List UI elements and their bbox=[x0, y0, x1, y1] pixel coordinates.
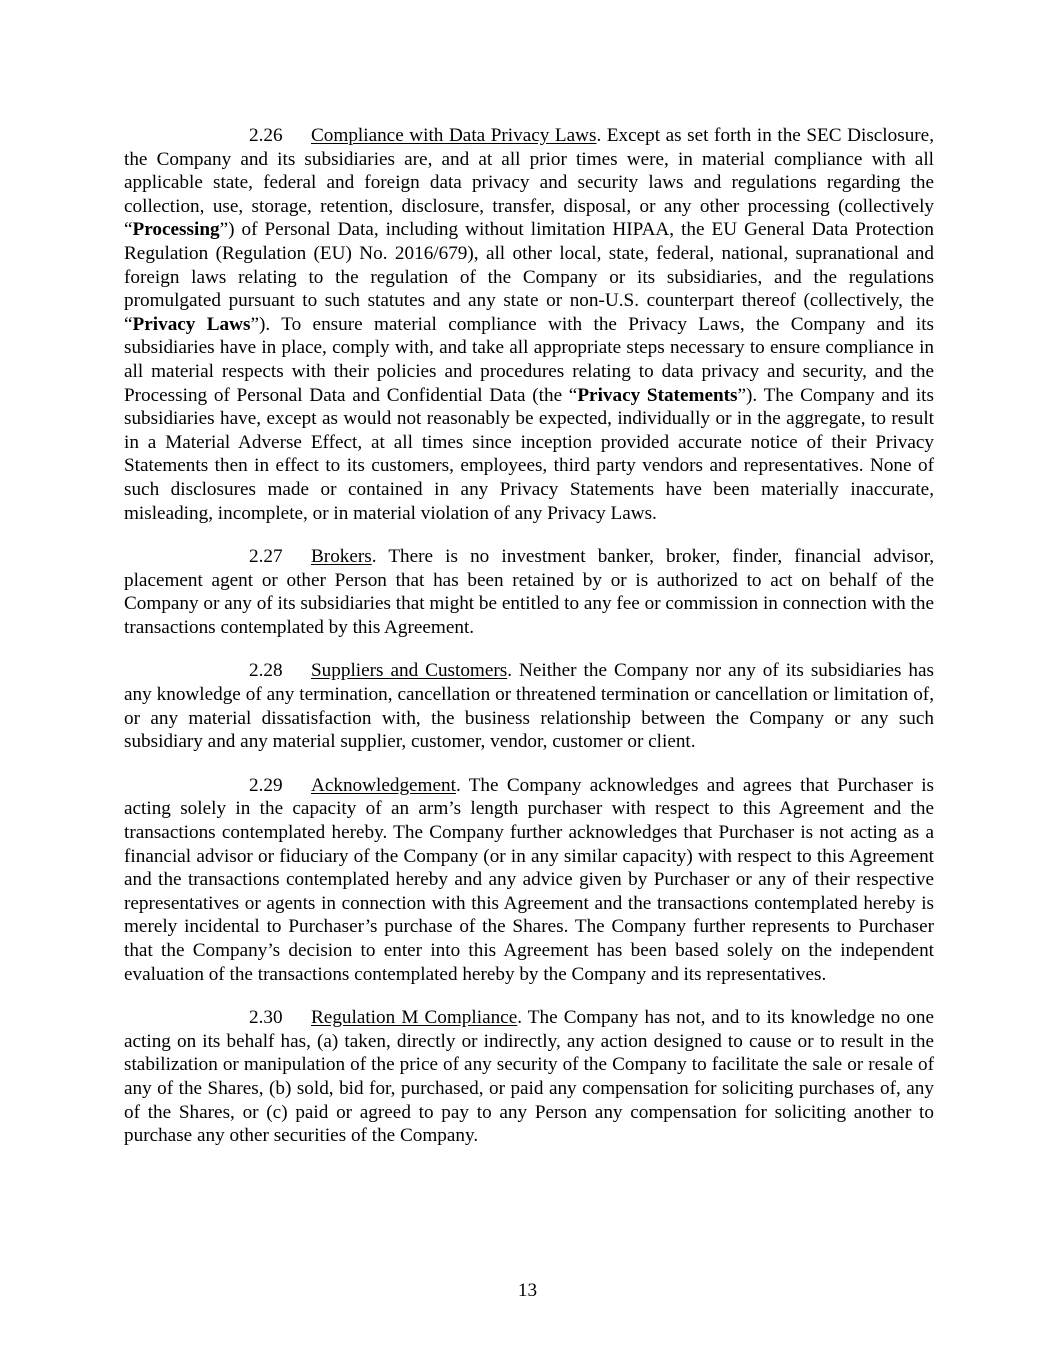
section-text: . Except as set forth in the SEC Disclosure, the Company and its subsidiaries are, and at all prior times were, in material compliance with all applicable state, federal and foreign data privacy and security laws and regulations regarding the collection, use, storage, retention, disclosure, transfer, disposal, or any other processing (collectively “ bbox=[124, 125, 934, 241]
section-text: ”). To ensure material compliance with the Privacy Laws, the Company and its subsidiaries have in place, comply with, and take all appropriate steps necessary to ensure compliance in all material respects with their policies and procedures relating to data privacy and security, and the Processing of Personal Data and Confidential Data (the “ bbox=[124, 313, 934, 406]
document-page bbox=[124, 124, 934, 1168]
section-number: 2.28 bbox=[249, 660, 283, 682]
section-heading: Acknowledgement bbox=[311, 774, 456, 796]
section-text: ”). The Company and its subsidiaries have, except as would not reasonably be expected, individually or in the aggregate, to result in a Material Adverse Effect, at all times since inception provided accurate notice of their Privacy Statements then in effect to its customers, employees, third party vendors and representatives. None of such disclosures made or contained in any Privacy Statements have been materially inaccurate, misleading, incomplete, or in material violation of any Privacy Laws. bbox=[124, 384, 934, 524]
section-2-30 bbox=[124, 1006, 934, 1148]
section-number: 2.27 bbox=[249, 546, 283, 568]
defined-term: Privacy Statements bbox=[577, 384, 738, 406]
section-text: ”) of Personal Data, including without limitation HIPAA, the EU General Data Protection Regulation (Regulation (EU) No. 2016/679), all other local, state, federal, national, supranational and foreign laws relating to the regulation of the Company or its subsidiaries, and the regulations promulgated pursuant to such statutes and any state or non-U.S. counterpart thereof (collectively, the “ bbox=[124, 219, 934, 335]
section-text: . The Company acknowledges and agrees that Purchaser is acting solely in the capacity of an arm’s length purchaser with respect to this Agreement and the transactions contemplated hereby. The Company further acknowledges that Purchaser is not acting as a financial advisor or fiduciary of the Company (or in any similar capacity) with respect to this Agreement and the transactions contemplated hereby and any advice given by Purchaser or any of their respective representatives or agents in connection with this Agreement and the transactions contemplated hereby is merely incidental to Purchaser’s purchase of the Shares. The Company further represents to Purchaser that the Company’s decision to enter into this Agreement has been based solely on the independent evaluation of the transactions contemplated hereby by the Company and its representatives. bbox=[124, 774, 934, 985]
section-heading: Suppliers and Customers bbox=[311, 660, 508, 682]
section-2-27 bbox=[124, 545, 934, 639]
section-text: . The Company has not, and to its knowledge no one acting on its behalf has, (a) taken, directly or indirectly, any action designed to cause or to result in the stabilization or manipulation of the price of any security of the Company to facilitate the sale or resale of any of the Shares, (b) sold, bid for, purchased, or paid any compensation for soliciting purchases of, any of the Shares, or (c) paid or agreed to pay to any Person any compensation for soliciting another to purchase any other securities of the Company. bbox=[124, 1007, 935, 1147]
section-2-26 bbox=[124, 124, 934, 525]
defined-term: Privacy Laws bbox=[132, 313, 251, 335]
defined-term: Processing bbox=[132, 219, 220, 241]
section-heading: Brokers bbox=[311, 546, 372, 568]
section-heading: Regulation M Compliance bbox=[311, 1007, 518, 1029]
section-number: 2.26 bbox=[249, 125, 283, 146]
section-number: 2.30 bbox=[249, 1007, 283, 1029]
section-2-29 bbox=[124, 774, 934, 986]
section-heading: Compliance with Data Privacy Laws bbox=[311, 125, 597, 146]
page-number: 13 bbox=[517, 1280, 538, 1301]
section-number: 2.29 bbox=[249, 774, 283, 796]
section-text: . There is no investment banker, broker, finder, financial advisor, placement agent or other Person that has been retained by or is authorized to act on behalf of the Company or any of its subsidiaries that might be entitled to any fee or commission in connection with the transactions contemplated by this Agreement. bbox=[124, 546, 934, 638]
section-text: . Neither the Company nor any of its subsidiaries has any knowledge of any termination, cancellation or threatened termination or cancellation or limitation of, or any material dissatisfaction with, the business relationship between the Company or any such subsidiary and any material supplier, customer, vendor, customer or client. bbox=[124, 660, 934, 753]
section-2-28 bbox=[124, 659, 934, 753]
